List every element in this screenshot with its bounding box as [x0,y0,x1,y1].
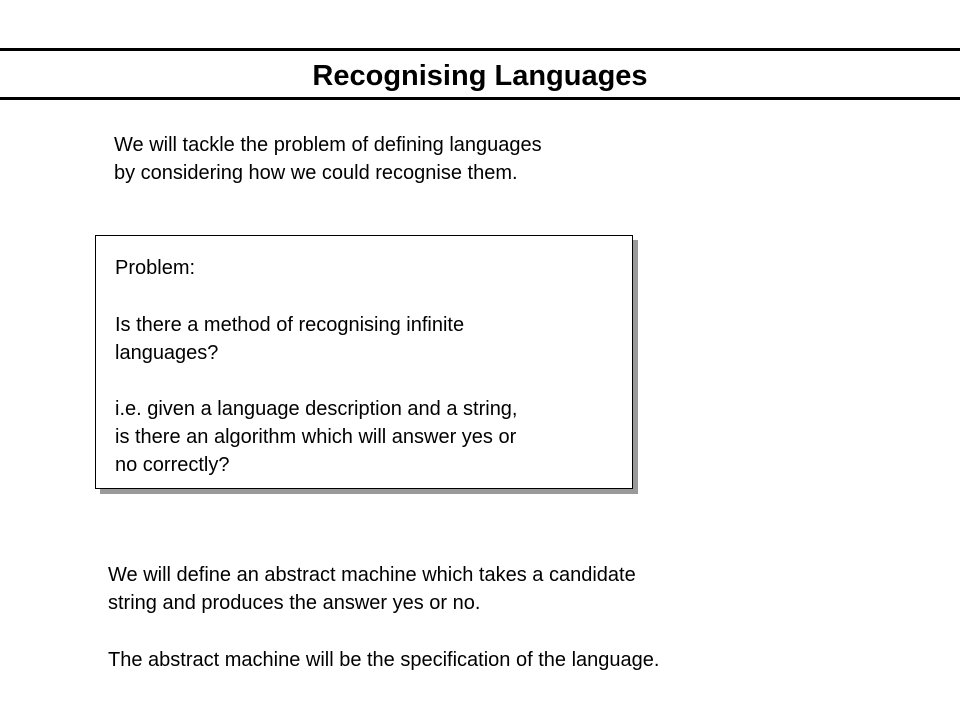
problem-label: Problem: [115,257,196,279]
intro-line-2: by considering how we could recognise them. [114,162,518,184]
problem-question-line-1: Is there a method of recognising infinite [115,314,465,336]
closing-line-2: string and produces the answer yes or no. [108,592,481,614]
slide-title: Recognising Languages [312,60,648,92]
intro-paragraph [114,131,542,187]
title-bottom-rule [0,97,960,100]
problem-detail [115,395,518,479]
conclusion-paragraph: The abstract machine will be the specification of the language. [108,649,660,671]
problem-detail-line-1: i.e. given a language description and a string, [115,398,518,420]
closing-line-1: We will define an abstract machine which takes a candidate [108,564,636,586]
intro-line-1: We will tackle the problem of defining languages [114,134,542,156]
title-top-rule [0,48,960,51]
problem-question [115,311,464,367]
closing-paragraph [108,561,636,617]
problem-detail-line-3: no correctly? [115,454,230,476]
problem-question-line-2: languages? [115,342,219,364]
problem-detail-line-2: is there an algorithm which will answer yes or [115,426,517,448]
problem-box [95,235,633,489]
